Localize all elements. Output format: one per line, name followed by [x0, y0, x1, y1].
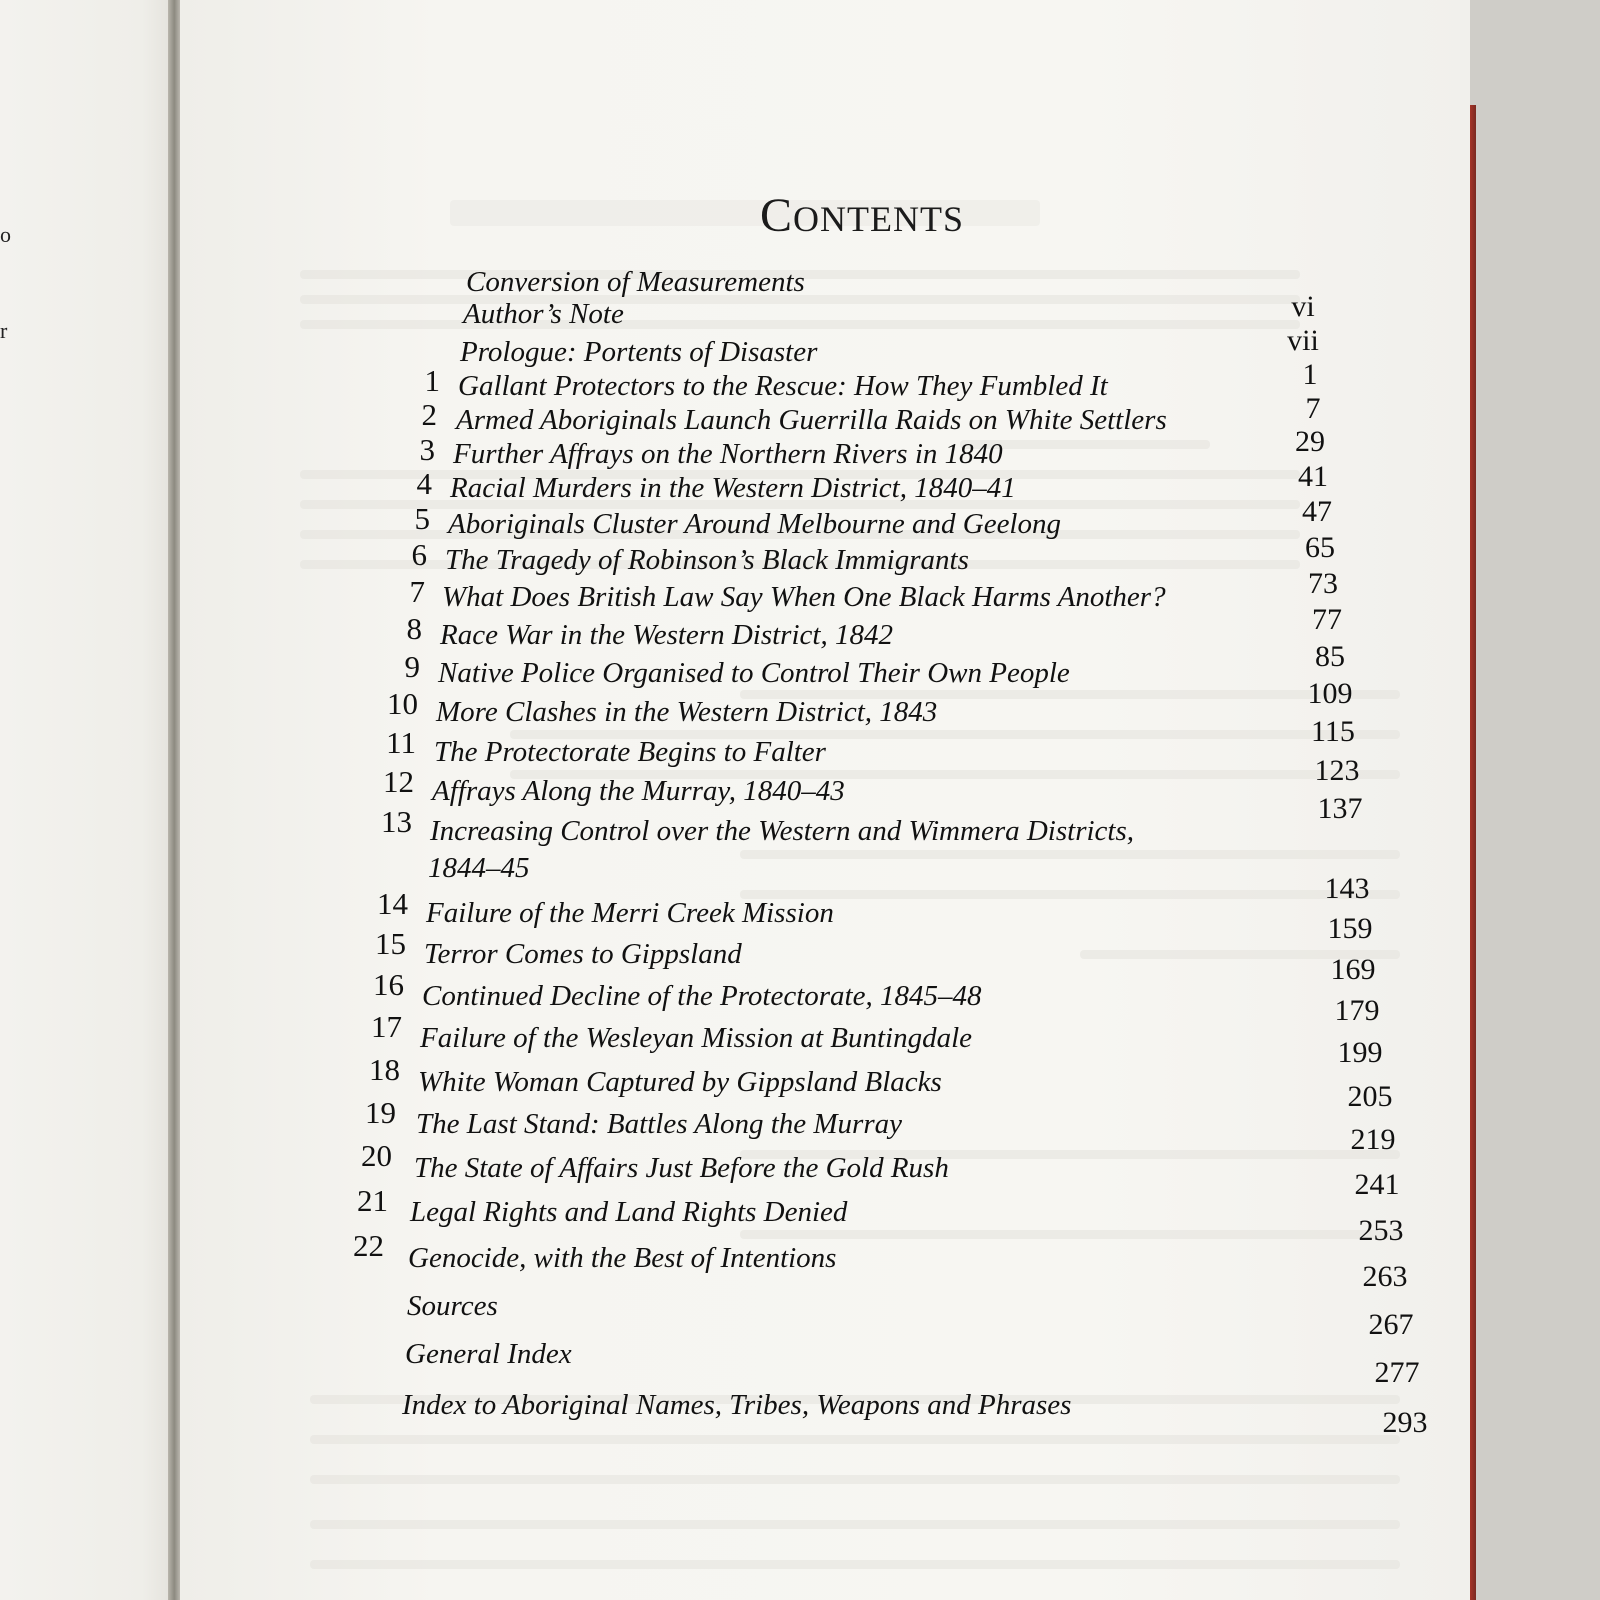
- chapter-number: 21: [357, 1183, 388, 1218]
- chapter-number: 17: [371, 1009, 402, 1044]
- chapter-number: 18: [369, 1052, 400, 1087]
- chapter-number: 14: [377, 886, 408, 921]
- entry-page: 179: [1334, 994, 1380, 1027]
- entry-title: Failure of the Wesleyan Mission at Buntingdale: [420, 1022, 973, 1054]
- entry-title: Terror Comes to Gippsland: [424, 938, 742, 970]
- page-title: CONTENTS: [760, 189, 965, 242]
- chapter-number: 19: [365, 1095, 396, 1130]
- entry-page: 115: [1311, 715, 1355, 748]
- entry-title: Race War in the Western District, 1842: [440, 619, 893, 651]
- entry-title: Aboriginals Cluster Around Melbourne and Geelong: [448, 508, 1061, 540]
- entry-title: Sources: [407, 1290, 498, 1322]
- chapter-number: 15: [375, 926, 406, 961]
- entry-title: Failure of the Merri Creek Mission: [426, 897, 834, 929]
- entry-page: 47: [1302, 495, 1332, 528]
- entry-title: Author’s Note: [463, 298, 624, 330]
- entry-title: More Clashes in the Western District, 1843: [436, 696, 938, 728]
- entry-page: 199: [1337, 1036, 1383, 1069]
- entry-title: Gallant Protectors to the Rescue: How They Fumbled It: [458, 370, 1108, 402]
- entry-title: Affrays Along the Murray, 1840–43: [432, 775, 845, 807]
- entry-page: 205: [1347, 1080, 1393, 1113]
- chapter-number: 5: [414, 501, 430, 536]
- entry-page: 123: [1314, 754, 1360, 787]
- entry-title: Racial Murders in the Western District, 1840–41: [450, 472, 1016, 504]
- left-page-fragment: r: [0, 318, 8, 343]
- entry-page: 219: [1350, 1123, 1396, 1156]
- entry-page: 1: [1302, 358, 1318, 391]
- entry-page: 77: [1312, 603, 1342, 636]
- entry-page: 159: [1327, 912, 1373, 945]
- chapter-number: 10: [387, 686, 418, 721]
- entry-title: Continued Decline of the Protectorate, 1845–48: [422, 980, 982, 1012]
- chapter-number: 3: [419, 432, 435, 467]
- entry-page: 263: [1362, 1260, 1408, 1293]
- entry-title: General Index: [405, 1338, 572, 1370]
- entry-page: 277: [1374, 1356, 1420, 1389]
- entry-title: Index to Aboriginal Names, Tribes, Weapons and Phrases: [402, 1389, 1072, 1421]
- left-page-fragment: o: [0, 222, 11, 247]
- entry-page: 137: [1317, 792, 1363, 825]
- entry-title: The Protectorate Begins to Falter: [434, 736, 826, 768]
- entry-page: 293: [1382, 1406, 1428, 1439]
- entry-title-continued: 1844–45: [428, 852, 530, 884]
- entry-page: 73: [1308, 567, 1338, 600]
- chapter-number: 4: [416, 466, 432, 501]
- entry-page: 241: [1354, 1168, 1400, 1201]
- chapter-number: 12: [383, 764, 414, 799]
- entry-title: Legal Rights and Land Rights Denied: [410, 1196, 848, 1228]
- entry-page: 85: [1315, 640, 1345, 673]
- chapter-number: 6: [411, 537, 427, 572]
- entry-title: Conversion of Measurements: [466, 266, 805, 298]
- chapter-number: 16: [373, 967, 404, 1002]
- entry-page: 143: [1324, 872, 1370, 905]
- entry-title: Native Police Organised to Control Their Own People: [438, 657, 1070, 689]
- entry-page: 253: [1358, 1214, 1404, 1247]
- chapter-number: 9: [404, 649, 420, 684]
- entry-title: Armed Aboriginals Launch Guerrilla Raids on White Settlers: [456, 404, 1167, 436]
- entry-page: vi: [1291, 290, 1315, 323]
- chapter-number: 8: [406, 611, 422, 646]
- chapter-number: 22: [353, 1228, 384, 1263]
- entry-page: 29: [1295, 425, 1325, 458]
- chapter-number: 11: [386, 725, 416, 760]
- entry-title: Genocide, with the Best of Intentions: [408, 1242, 837, 1274]
- entry-page: 41: [1298, 460, 1328, 493]
- entry-title: The Last Stand: Battles Along the Murray: [416, 1108, 903, 1140]
- entry-page: 65: [1305, 531, 1335, 564]
- entry-page: 169: [1330, 953, 1376, 986]
- entry-title: The State of Affairs Just Before the Gold Rush: [414, 1152, 949, 1184]
- entry-page: 109: [1307, 677, 1353, 710]
- chapter-number: 20: [361, 1138, 392, 1173]
- entry-title: Increasing Control over the Western and Wimmera Districts,: [430, 815, 1135, 847]
- chapter-number: 2: [421, 397, 437, 432]
- entry-title: Prologue: Portents of Disaster: [460, 336, 818, 368]
- entry-page: 7: [1305, 392, 1321, 425]
- entry-title: The Tragedy of Robinson’s Black Immigrants: [445, 544, 969, 576]
- entry-title: What Does British Law Say When One Black Harms Another?: [442, 581, 1166, 613]
- entry-page: 267: [1368, 1308, 1414, 1341]
- entry-title: White Woman Captured by Gippsland Blacks: [418, 1066, 942, 1098]
- chapter-number: 13: [381, 804, 412, 839]
- entry-title: Further Affrays on the Northern Rivers in 1840: [453, 438, 1003, 470]
- chapter-number: 1: [424, 363, 440, 398]
- entry-page: vii: [1287, 324, 1319, 357]
- chapter-number: 7: [409, 574, 425, 609]
